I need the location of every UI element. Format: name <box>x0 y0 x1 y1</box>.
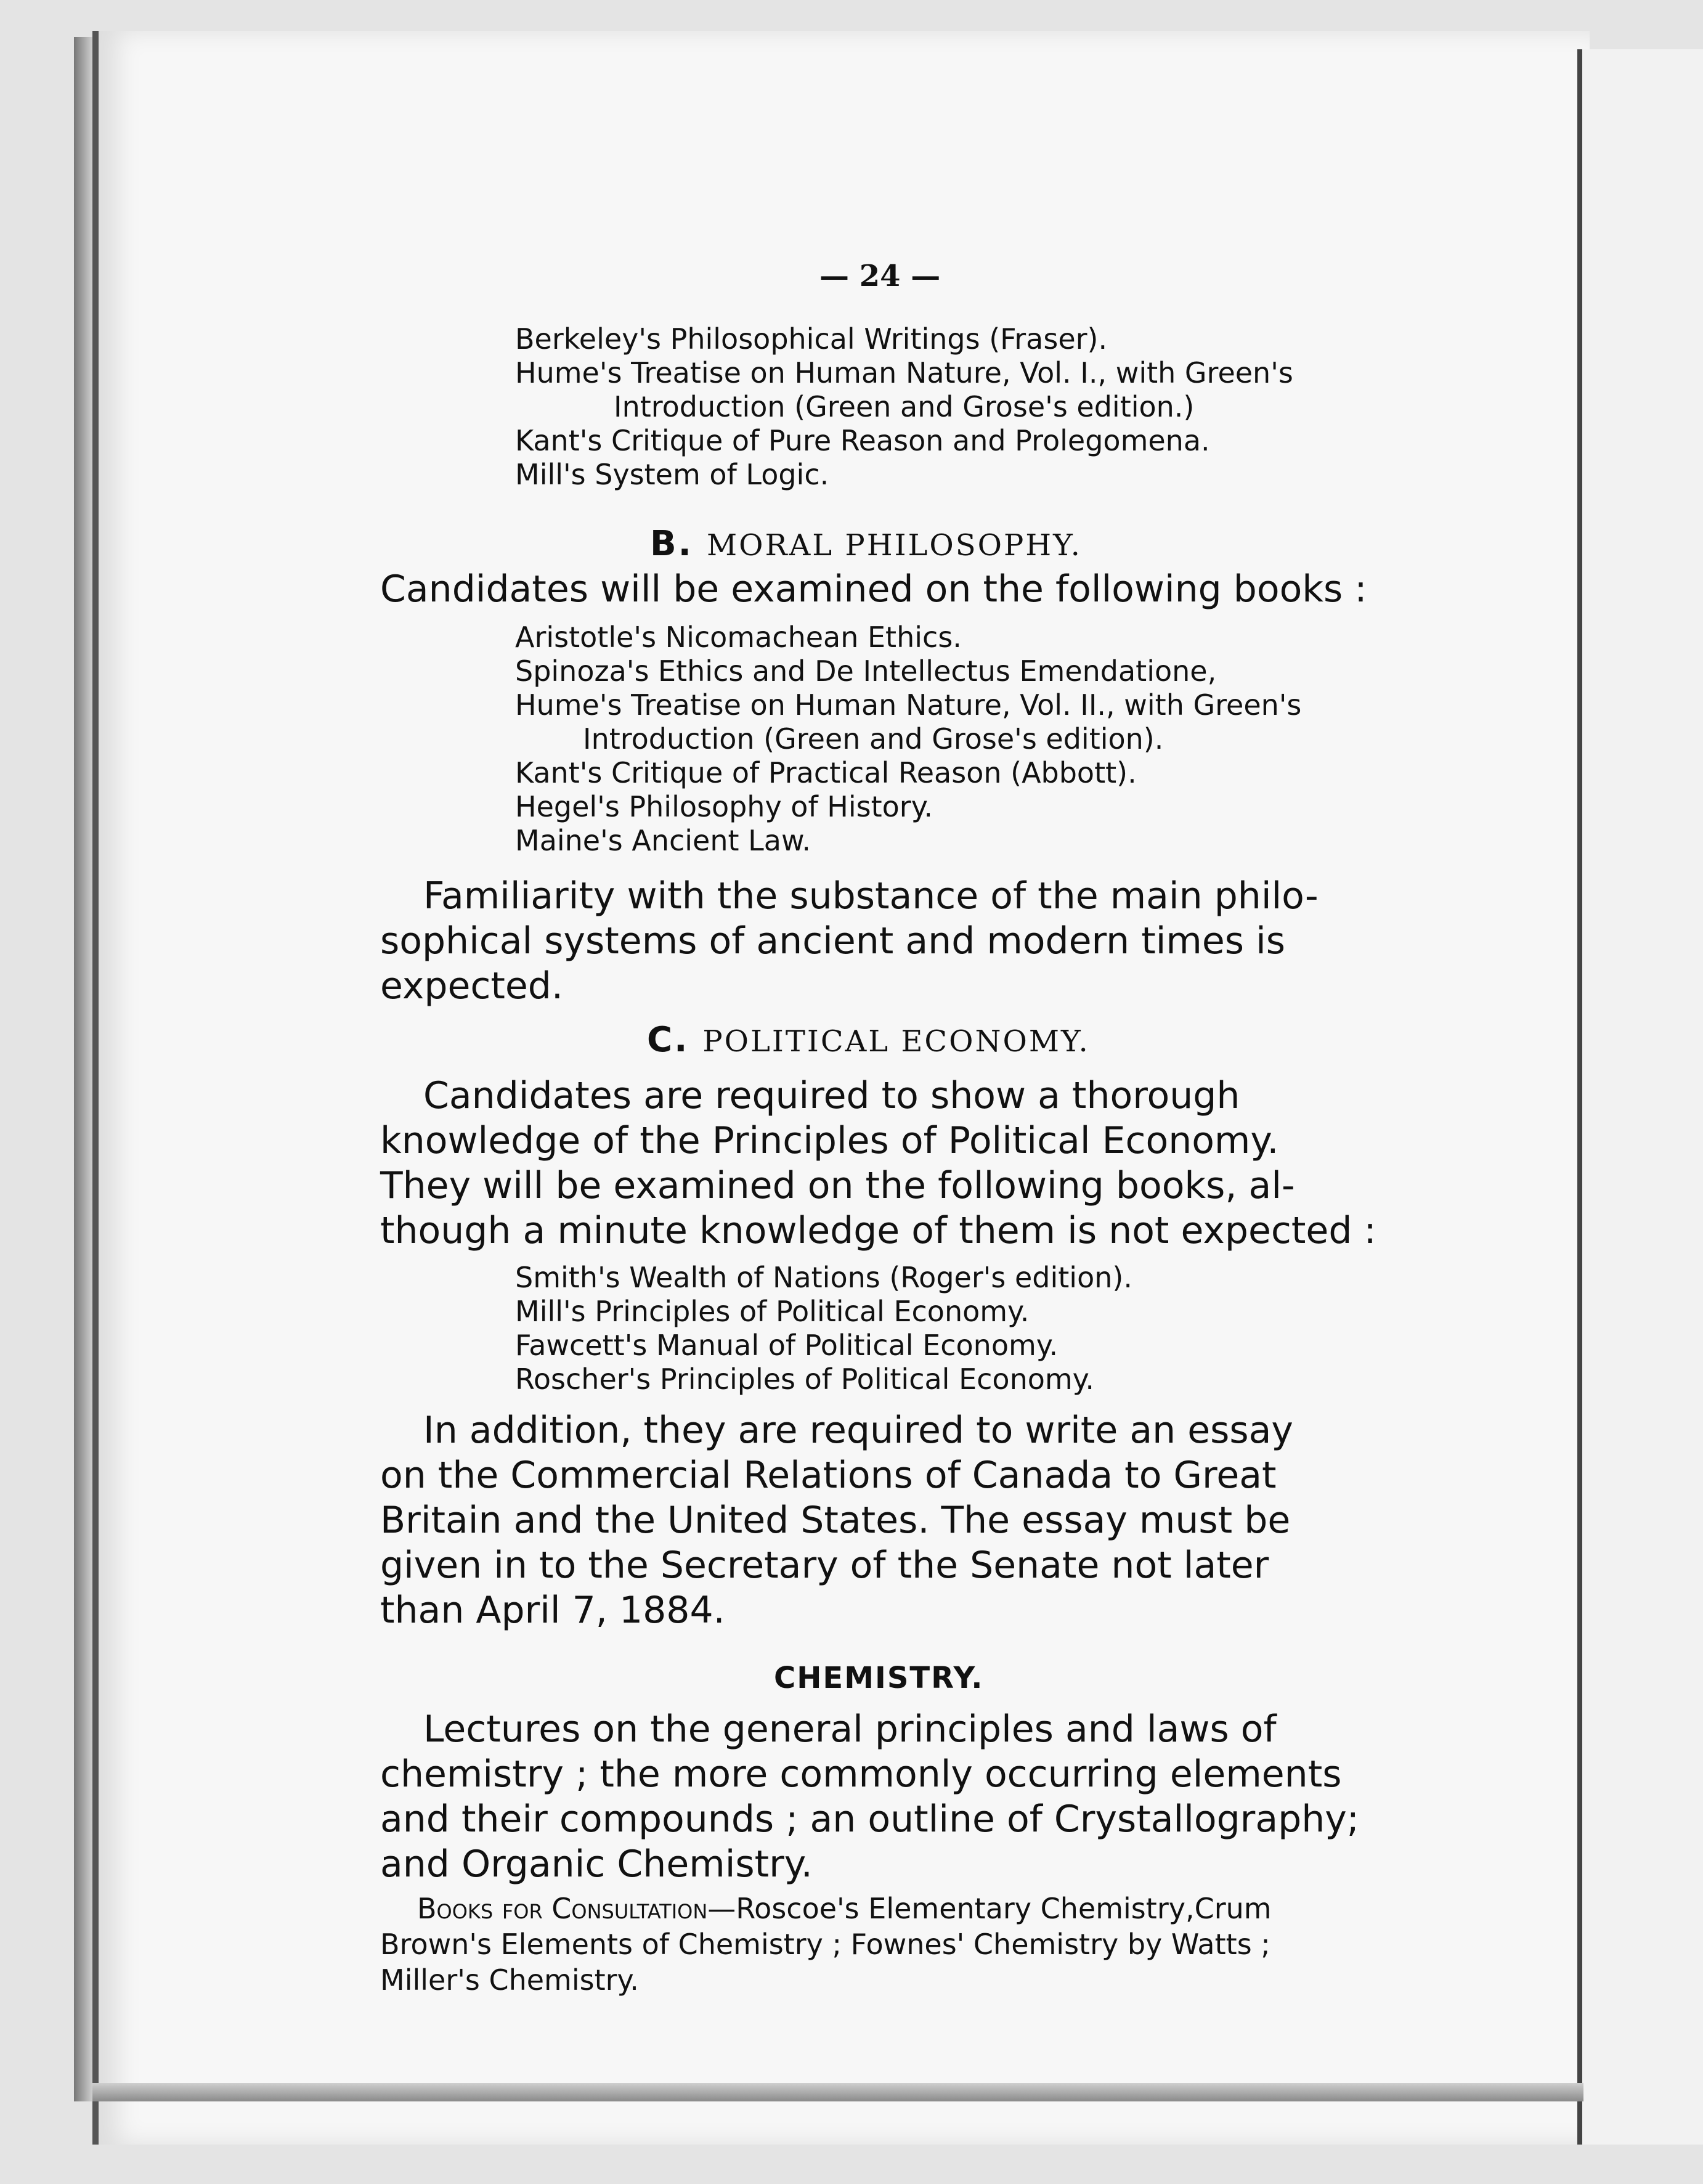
consultation-line: Brown's Elements of Chemistry ; Fownes' Chemistry by Watts ; <box>380 1928 1270 1961</box>
list-item: Introduction (Green and Grose's edition.) <box>614 390 1195 423</box>
paragraph-line: expected. <box>380 964 563 1008</box>
section-b-letter: B. <box>650 524 693 564</box>
paragraph-line: and Organic Chemistry. <box>380 1843 813 1886</box>
consultation-label: Books for Consultation <box>417 1892 708 1925</box>
list-item: Hume's Treatise on Human Nature, Vol. II., with Green's <box>515 688 1302 722</box>
chemistry-heading: CHEMISTRY. <box>774 1661 984 1695</box>
paragraph-line: knowledge of the Principles of Political Economy. <box>380 1119 1279 1162</box>
consultation-text: —Roscoe's Elementary Chemistry,Crum <box>707 1892 1272 1925</box>
paragraph-line: Candidates are required to show a thorough <box>423 1074 1240 1117</box>
economy-book-list <box>515 1261 1132 1396</box>
paragraph-line: and their compounds ; an outline of Crystallography; <box>380 1798 1359 1841</box>
section-c-title: POLITICAL ECONOMY. <box>702 1024 1090 1059</box>
paragraph-line: chemistry ; the more commonly occurring elements <box>380 1753 1342 1796</box>
paragraph-line: Familiarity with the substance of the main philo- <box>423 874 1319 918</box>
section-b-intro: Candidates will be examined on the following books : <box>380 568 1367 611</box>
page-bottom-edge <box>92 2083 1583 2101</box>
chemistry-paragraph <box>380 1707 1359 1887</box>
paragraph-line: Lectures on the general principles and laws of <box>423 1708 1277 1751</box>
paragraph-line: They will be examined on the following books, al- <box>380 1164 1295 1207</box>
list-item: Mill's System of Logic. <box>515 458 829 491</box>
paragraph-line: though a minute knowledge of them is not expected : <box>380 1209 1376 1252</box>
section-c-intro <box>380 1074 1376 1253</box>
paragraph-line: In addition, they are required to write an essay <box>423 1409 1293 1452</box>
list-item: Kant's Critique of Pure Reason and Prolegomena. <box>515 424 1210 457</box>
list-item: Kant's Critique of Practical Reason (Abbott). <box>515 756 1137 789</box>
consultation-block <box>380 1891 1272 1998</box>
moral-book-list <box>515 621 1301 858</box>
page-number: — 24 — <box>819 259 941 293</box>
facing-page-strip <box>1577 49 1703 2145</box>
section-c-paragraph <box>380 1408 1293 1633</box>
consultation-line: Miller's Chemistry. <box>380 1963 639 1997</box>
consultation-line <box>380 1891 1272 1926</box>
list-item: Spinoza's Ethics and De Intellectus Emendatione, <box>515 654 1217 688</box>
paragraph-line: sophical systems of ancient and modern times is <box>380 919 1286 963</box>
paragraph-line: Britain and the United States. The essay must be <box>380 1499 1291 1542</box>
paragraph-line: on the Commercial Relations of Canada to Great <box>380 1454 1277 1497</box>
list-item: Hume's Treatise on Human Nature, Vol. I., with Green's <box>515 356 1293 389</box>
section-c-heading <box>647 1020 1090 1060</box>
list-item: Roscher's Principles of Political Economy. <box>515 1363 1094 1396</box>
list-item: Mill's Principles of Political Economy. <box>515 1295 1030 1328</box>
section-b-title: MORAL PHILOSOPHY. <box>706 528 1082 563</box>
list-item: Smith's Wealth of Nations (Roger's edition). <box>515 1261 1132 1294</box>
list-item: Maine's Ancient Law. <box>515 824 811 857</box>
binding-edge <box>74 37 92 2101</box>
list-item: Introduction (Green and Grose's edition). <box>583 722 1164 756</box>
paragraph-line: than April 7, 1884. <box>380 1589 725 1632</box>
list-item: Fawcett's Manual of Political Economy. <box>515 1329 1059 1362</box>
paragraph-line: given in to the Secretary of the Senate not later <box>380 1544 1269 1587</box>
list-item: Berkeley's Philosophical Writings (Fraser). <box>515 322 1108 356</box>
section-c-letter: C. <box>647 1020 689 1060</box>
section-b-paragraph <box>380 874 1319 1009</box>
list-item: Aristotle's Nicomachean Ethics. <box>515 621 962 654</box>
section-b-heading <box>650 524 1082 564</box>
theory-book-list <box>515 322 1293 492</box>
list-item: Hegel's Philosophy of History. <box>515 790 933 823</box>
